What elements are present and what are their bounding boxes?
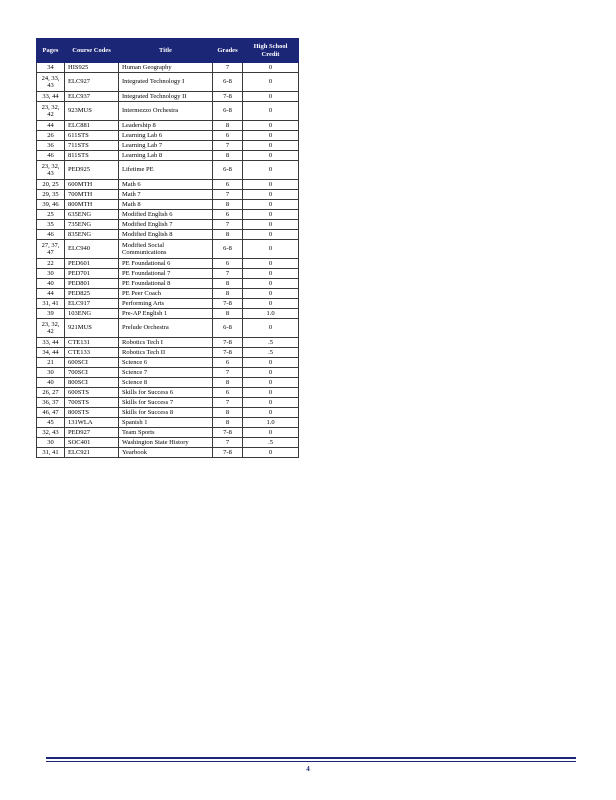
cell-pages: 35 [37,220,65,230]
cell-grades: 8 [213,279,243,289]
cell-grades: 8 [213,200,243,210]
cell-title: Science 6 [119,358,213,368]
cell-pages: 44 [37,121,65,131]
cell-title: Pre-AP English 1 [119,309,213,319]
table-row [37,438,299,448]
cell-grades: 6 [213,388,243,398]
cell-credit: 0 [243,102,299,121]
header-title: Title [119,39,213,63]
cell-title: Human Geography [119,63,213,73]
cell-course-code: ELC940 [65,240,119,259]
cell-grades: 7-8 [213,428,243,438]
cell-grades: 7 [213,398,243,408]
cell-credit: 0 [243,378,299,388]
cell-credit: 0 [243,190,299,200]
cell-pages: 40 [37,279,65,289]
cell-grades: 8 [213,408,243,418]
cell-title: Skills for Success 7 [119,398,213,408]
cell-title: Intermezzo Orchestra [119,102,213,121]
cell-grades: 8 [213,151,243,161]
cell-title: Skills for Success 8 [119,408,213,418]
table-row [37,338,299,348]
cell-pages: 26, 27 [37,388,65,398]
table-row [37,161,299,180]
cell-title: Math 7 [119,190,213,200]
cell-grades: 6-8 [213,319,243,338]
cell-pages: 20, 25 [37,180,65,190]
cell-credit: 0 [243,220,299,230]
cell-credit: 0 [243,408,299,418]
cell-pages: 30 [37,269,65,279]
cell-credit: 0 [243,289,299,299]
table-row [37,200,299,210]
cell-title: Integrated Technology I [119,73,213,92]
table-row [37,73,299,92]
cell-pages: 45 [37,418,65,428]
cell-pages: 29, 35 [37,190,65,200]
table-row [37,319,299,338]
header-high-school-credit: High School Credit [243,39,299,63]
cell-course-code: ELC927 [65,73,119,92]
cell-grades: 8 [213,230,243,240]
cell-course-code: SOC401 [65,438,119,448]
cell-title: Spanish 1 [119,418,213,428]
table-row [37,63,299,73]
table-row [37,448,299,458]
cell-pages: 27, 37, 47 [37,240,65,259]
cell-course-code: HIS925 [65,63,119,73]
table-row [37,210,299,220]
table-row [37,220,299,230]
cell-credit: 0 [243,448,299,458]
cell-course-code: PED927 [65,428,119,438]
cell-pages: 26 [37,131,65,141]
cell-course-code: PED601 [65,259,119,269]
cell-course-code: 835ENG [65,230,119,240]
cell-pages: 30 [37,438,65,448]
cell-grades: 7 [213,368,243,378]
cell-pages: 24, 33, 43 [37,73,65,92]
cell-credit: 0 [243,161,299,180]
cell-grades: 6-8 [213,73,243,92]
cell-title: Leadership 8 [119,121,213,131]
table-row [37,368,299,378]
cell-course-code: 611STS [65,131,119,141]
table-row [37,141,299,151]
cell-pages: 21 [37,358,65,368]
cell-course-code: 800MTH [65,200,119,210]
table-row [37,418,299,428]
cell-course-code: CTE133 [65,348,119,358]
table-row [37,259,299,269]
cell-credit: .5 [243,338,299,348]
cell-course-code: ELC917 [65,299,119,309]
cell-title: PE Foundational 8 [119,279,213,289]
table-body [37,63,299,458]
cell-pages: 46 [37,151,65,161]
cell-title: Math 8 [119,200,213,210]
cell-grades: 7-8 [213,338,243,348]
table-row [37,151,299,161]
cell-grades: 6 [213,131,243,141]
table-row [37,269,299,279]
cell-grades: 8 [213,121,243,131]
footer-rule-thin [46,761,576,762]
cell-title: Prelude Orchestra [119,319,213,338]
cell-pages: 36, 37 [37,398,65,408]
table-row [37,190,299,200]
cell-grades: 7-8 [213,348,243,358]
cell-pages: 44 [37,289,65,299]
cell-credit: 0 [243,398,299,408]
cell-credit: 0 [243,230,299,240]
cell-course-code: ELC881 [65,121,119,131]
cell-credit: 0 [243,63,299,73]
cell-title: PE Foundational 6 [119,259,213,269]
cell-title: Learning Lab 8 [119,151,213,161]
cell-course-code: 800STS [65,408,119,418]
cell-pages: 31, 41 [37,448,65,458]
page-number: 4 [306,765,310,773]
cell-grades: 7-8 [213,448,243,458]
cell-credit: 0 [243,428,299,438]
table-row [37,398,299,408]
cell-grades: 7 [213,190,243,200]
cell-course-code: PED825 [65,289,119,299]
cell-credit: 0 [243,92,299,102]
cell-title: Modified English 6 [119,210,213,220]
cell-course-code: 800SCI [65,378,119,388]
cell-grades: 7-8 [213,299,243,309]
header-course-codes: Course Codes [65,39,119,63]
cell-grades: 7-8 [213,92,243,102]
cell-pages: 22 [37,259,65,269]
cell-course-code: 711STS [65,141,119,151]
cell-course-code: 131WLA [65,418,119,428]
cell-title: Math 6 [119,180,213,190]
cell-pages: 34 [37,63,65,73]
cell-pages: 25 [37,210,65,220]
cell-credit: 0 [243,210,299,220]
cell-pages: 33, 44 [37,338,65,348]
table-row [37,299,299,309]
cell-credit: 0 [243,131,299,141]
cell-credit: 1.0 [243,309,299,319]
cell-grades: 8 [213,378,243,388]
cell-title: PE Peer Coach [119,289,213,299]
cell-title: Lifetime PE [119,161,213,180]
cell-credit: 0 [243,388,299,398]
cell-pages: 46 [37,230,65,240]
table-row [37,102,299,121]
cell-title: Science 8 [119,378,213,388]
cell-course-code: ELC921 [65,448,119,458]
cell-pages: 23, 32, 42 [37,102,65,121]
cell-pages: 33, 44 [37,92,65,102]
cell-credit: 0 [243,358,299,368]
cell-grades: 6 [213,180,243,190]
header-pages: Pages [37,39,65,63]
cell-grades: 7 [213,438,243,448]
cell-credit: 0 [243,269,299,279]
table-row [37,92,299,102]
cell-pages: 39, 46 [37,200,65,210]
cell-credit: 0 [243,121,299,131]
cell-title: Washington State History [119,438,213,448]
cell-credit: .5 [243,438,299,448]
cell-grades: 6 [213,358,243,368]
table-row [37,309,299,319]
cell-pages: 31, 41 [37,299,65,309]
cell-title: PE Foundational 7 [119,269,213,279]
cell-title: Robotics Tech II [119,348,213,358]
cell-credit: 0 [243,240,299,259]
cell-course-code: 600STS [65,388,119,398]
cell-grades: 8 [213,289,243,299]
cell-credit: 0 [243,151,299,161]
cell-title: Modified Social Communications [119,240,213,259]
cell-course-code: 635ENG [65,210,119,220]
cell-course-code: 103ENG [65,309,119,319]
cell-course-code: 600SCI [65,358,119,368]
table-row [37,240,299,259]
cell-title: Performing Arts [119,299,213,309]
cell-pages: 39 [37,309,65,319]
cell-title: Learning Lab 7 [119,141,213,151]
cell-pages: 46, 47 [37,408,65,418]
table-header-row [37,39,299,63]
cell-course-code: CTE131 [65,338,119,348]
table-row [37,279,299,289]
cell-credit: 0 [243,299,299,309]
table-row [37,428,299,438]
cell-title: Integrated Technology II [119,92,213,102]
cell-title: Science 7 [119,368,213,378]
header-grades: Grades [213,39,243,63]
table-row [37,348,299,358]
cell-credit: 0 [243,141,299,151]
cell-grades: 8 [213,309,243,319]
table-row [37,408,299,418]
cell-credit: 0 [243,180,299,190]
table-row [37,121,299,131]
table-row [37,388,299,398]
cell-title: Yearbook [119,448,213,458]
cell-credit: 0 [243,200,299,210]
cell-pages: 23, 32, 43 [37,161,65,180]
cell-pages: 30 [37,368,65,378]
cell-course-code: 735ENG [65,220,119,230]
cell-pages: 23, 32, 42 [37,319,65,338]
cell-grades: 7 [213,141,243,151]
cell-grades: 6-8 [213,161,243,180]
table-row [37,131,299,141]
cell-grades: 7 [213,63,243,73]
cell-credit: 0 [243,259,299,269]
cell-credit: 0 [243,279,299,289]
table-row [37,180,299,190]
cell-credit: 0 [243,368,299,378]
cell-grades: 7 [213,220,243,230]
cell-title: Robotics Tech I [119,338,213,348]
course-table [36,38,299,458]
cell-course-code: PED701 [65,269,119,279]
table-row [37,378,299,388]
cell-course-code: 921MUS [65,319,119,338]
cell-title: Learning Lab 6 [119,131,213,141]
cell-course-code: ELC937 [65,92,119,102]
cell-title: Modified English 8 [119,230,213,240]
cell-pages: 32, 43 [37,428,65,438]
cell-credit: 1.0 [243,418,299,428]
cell-title: Team Sports [119,428,213,438]
cell-course-code: PED801 [65,279,119,289]
cell-credit: 0 [243,73,299,92]
cell-course-code: 923MUS [65,102,119,121]
table-row [37,230,299,240]
cell-title: Modified English 7 [119,220,213,230]
footer-rule [46,757,576,759]
cell-title: Skills for Success 6 [119,388,213,398]
cell-credit: .5 [243,348,299,358]
cell-course-code: PED925 [65,161,119,180]
cell-grades: 6-8 [213,240,243,259]
cell-course-code: 700STS [65,398,119,408]
table-row [37,289,299,299]
cell-grades: 6 [213,259,243,269]
cell-pages: 36 [37,141,65,151]
cell-grades: 7 [213,269,243,279]
cell-pages: 34, 44 [37,348,65,358]
table-row [37,358,299,368]
cell-grades: 8 [213,418,243,428]
cell-grades: 6-8 [213,102,243,121]
cell-course-code: 811STS [65,151,119,161]
cell-grades: 6 [213,210,243,220]
cell-course-code: 700MTH [65,190,119,200]
cell-course-code: 700SCI [65,368,119,378]
cell-course-code: 600MTH [65,180,119,190]
cell-pages: 40 [37,378,65,388]
cell-credit: 0 [243,319,299,338]
